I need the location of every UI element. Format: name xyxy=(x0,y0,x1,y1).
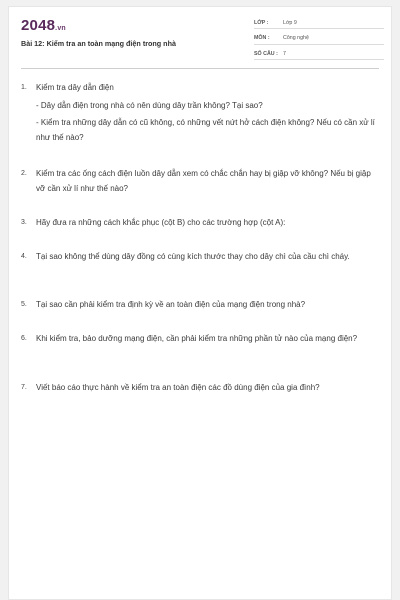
header-divider xyxy=(21,68,379,69)
lesson-title: Bài 12: Kiểm tra an toàn mạng điện trong nhà xyxy=(21,39,176,48)
question-text: Viết báo cáo thực hành về kiểm tra an toàn điện các đồ dùng điện của gia đình? xyxy=(36,383,320,392)
question-subitem: - Kiểm tra những dây dẫn có cũ không, có những vết nứt hở cách điện không? Nếu có cần xử lí như thế nào? xyxy=(36,118,375,142)
question-3 xyxy=(21,216,381,231)
question-subitem: - Dây dẫn điện trong nhà có nên dùng dây trần không? Tại sao? xyxy=(36,100,263,110)
question-text: Kiểm tra dây dẫn điện xyxy=(36,83,114,92)
subject-value: Công nghệ xyxy=(283,35,309,41)
class-row xyxy=(254,17,384,29)
question-number: 7. xyxy=(21,384,27,391)
question-text: Khi kiểm tra, bảo dưỡng mạng điện, cần phải kiểm tra những phần tử nào của mạng điện? xyxy=(36,334,358,343)
question-text: Tại sao không thể dùng dây đồng có cùng kích thước thay cho dây chì của cầu chì cháy. xyxy=(36,252,350,261)
question-6 xyxy=(21,332,381,347)
question-number: 4. xyxy=(21,253,27,260)
worksheet-page xyxy=(8,6,392,600)
subject-label: MÔN : xyxy=(254,35,270,41)
class-label: LỚP : xyxy=(254,19,269,26)
site-logo[interactable] xyxy=(21,17,66,34)
subject-row xyxy=(254,33,384,45)
question-number: 3. xyxy=(21,219,27,226)
question-5 xyxy=(21,298,381,313)
question-number: 1. xyxy=(21,84,27,91)
logo-text: 2048 xyxy=(21,17,56,34)
question-text: Kiểm tra các ống cách điện luồn dây dẫn xem có chắc chắn hay bị giập vỡ không? Nếu bị giập vỡ cần xử lí như thế nào? xyxy=(36,169,371,193)
question-number: 2. xyxy=(21,170,27,177)
logo-domain: .vn xyxy=(55,25,66,32)
question-count-label: SỐ CÂU : xyxy=(254,50,278,57)
question-1 xyxy=(21,81,381,145)
class-value: Lớp 9 xyxy=(283,19,297,26)
question-4 xyxy=(21,250,381,265)
meta-panel xyxy=(254,17,384,64)
question-number: 6. xyxy=(21,335,27,342)
question-number: 5. xyxy=(21,301,27,308)
question-text: Tại sao cần phải kiểm tra định kỳ về an toàn điện của mạng điện trong nhà? xyxy=(36,300,306,309)
question-2 xyxy=(21,167,381,196)
question-text: Hãy đưa ra những cách khắc phục (cột B) cho các trường hợp (cột A): xyxy=(36,218,286,227)
question-count-row xyxy=(254,48,384,60)
question-7 xyxy=(21,381,381,396)
question-count-value: 7 xyxy=(283,50,286,57)
